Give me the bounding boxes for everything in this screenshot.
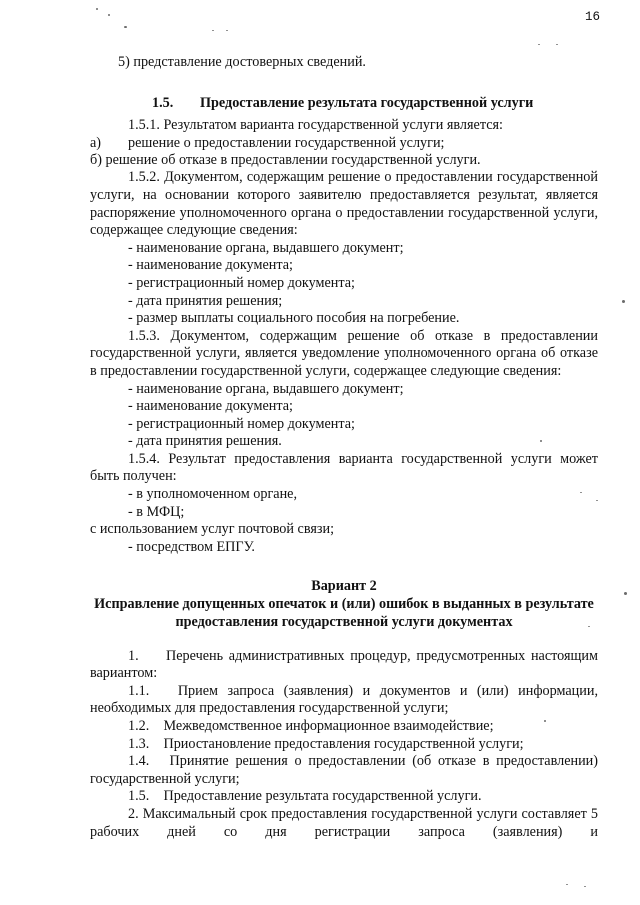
scan-speck: [624, 592, 627, 595]
procedures-intro-text: Перечень административных процедур, предусмотренных настоящим вариантом:: [90, 647, 598, 682]
scan-speck: [584, 886, 586, 887]
scan-speck: [124, 26, 127, 28]
scan-speck: [544, 720, 546, 722]
list-item: - наименование документа;: [128, 257, 293, 274]
scan-speck: [540, 440, 542, 442]
list-item: - в МФЦ;: [128, 503, 185, 520]
list-item: - дата принятия решения.: [128, 433, 282, 450]
paragraph-label: 1.: [128, 648, 139, 665]
top-line: 5) представление достоверных сведений.: [118, 54, 366, 70]
list-item: - наименование документа;: [128, 398, 293, 415]
procedure-label: 1.1.: [128, 682, 150, 699]
procedure-item: [90, 753, 598, 788]
procedure-item: [90, 736, 598, 754]
list-item: - размер выплаты социального пособия на погребение.: [128, 310, 460, 327]
paragraph-1-5-2: 1.5.2. Документом, содержащим решение о предоставлении государственной услуги, на основании которого заявителю предоставляется результат, является распоряжение уполномоченного органа о предоставлении государственной услуги, содержащее следующие сведения:: [90, 169, 598, 239]
list-item: - регистрационный номер документа;: [128, 415, 355, 432]
scan-speck: [108, 14, 110, 16]
procedure-text: Приостановление предоставления государственной услуги;: [163, 735, 524, 752]
scan-speck: [580, 492, 582, 493]
procedure-text: Предоставление результата государственной услуги.: [163, 788, 482, 805]
list-item-a: [90, 135, 598, 152]
list-item-text: решение о предоставлении государственной услуги;: [128, 134, 445, 151]
procedure-item: [90, 788, 598, 806]
procedure-label: 1.2.: [128, 718, 150, 734]
variant-heading: Вариант 2: [311, 578, 377, 595]
list-item-b: б) решение об отказе в предоставлении государственной услуги.: [90, 151, 481, 168]
list-item: - наименование органа, выдавшего документ;: [128, 380, 404, 397]
list-item: - в уполномоченном органе,: [128, 486, 298, 503]
scan-speck: [596, 500, 598, 501]
scan-speck: [226, 30, 228, 31]
section-heading: [90, 95, 598, 113]
scan-speck: [566, 884, 568, 885]
scan-speck: [212, 30, 214, 31]
paragraph-1-5-1: 1.5.1. Результатом варианта государственной услуги является:: [128, 117, 503, 134]
procedure-label: 1.4.: [128, 753, 150, 770]
procedure-item: [90, 718, 598, 736]
list-item-label: а): [90, 134, 102, 151]
procedure-label: 1.3.: [128, 735, 150, 752]
procedure-item: [90, 683, 598, 718]
scan-speck: [588, 626, 590, 627]
page-number: 16: [584, 10, 600, 24]
list-item: с использованием услуг почтовой связи;: [90, 521, 335, 538]
list-item: - дата принятия решения;: [128, 292, 283, 309]
paragraph-1-5-4: 1.5.4. Результат предоставления варианта государственной услуги может быть получен:: [90, 450, 598, 485]
procedure-text: Принятие решения о предоставлении (об отказе в предоставлении) государственной услуги;: [90, 753, 598, 787]
document-body: [90, 54, 598, 841]
list-item: - посредством ЕПГУ.: [128, 538, 255, 555]
list-item: - наименование органа, выдавшего документ;: [128, 239, 404, 256]
procedure-text: Прием запроса (заявления) и документов и (или) информации, необходимых для предоставления государственной услуги;: [90, 682, 599, 717]
section-title: Предоставление результата государственной услуги: [200, 94, 534, 111]
scan-speck: [96, 8, 98, 10]
scan-speck: [556, 44, 558, 45]
procedure-label: 1.5.: [128, 788, 150, 805]
procedure-text: Межведомственное информационное взаимодействие;: [163, 718, 494, 734]
section-number: 1.5.: [152, 94, 174, 111]
paragraph-2: 2. Максимальный срок предоставления государственной услуги составляет 5 рабочих дней со дня регистрации запроса (заявления) и: [90, 805, 598, 840]
list-item: - регистрационный номер документа;: [128, 274, 355, 291]
paragraph-1-5-3: 1.5.3. Документом, содержащим решение об отказе в предоставлении государственной услуги, является уведомление уполномоченного органа об отказе в предоставлении государственной услуги, содержащее следующие сведения:: [90, 327, 598, 379]
variant-title: Исправление допущенных опечаток и (или) ошибок в выданных в результате предоставления государственной услуги документах: [94, 596, 594, 630]
scan-speck: [538, 44, 540, 45]
scan-speck: [622, 300, 625, 303]
